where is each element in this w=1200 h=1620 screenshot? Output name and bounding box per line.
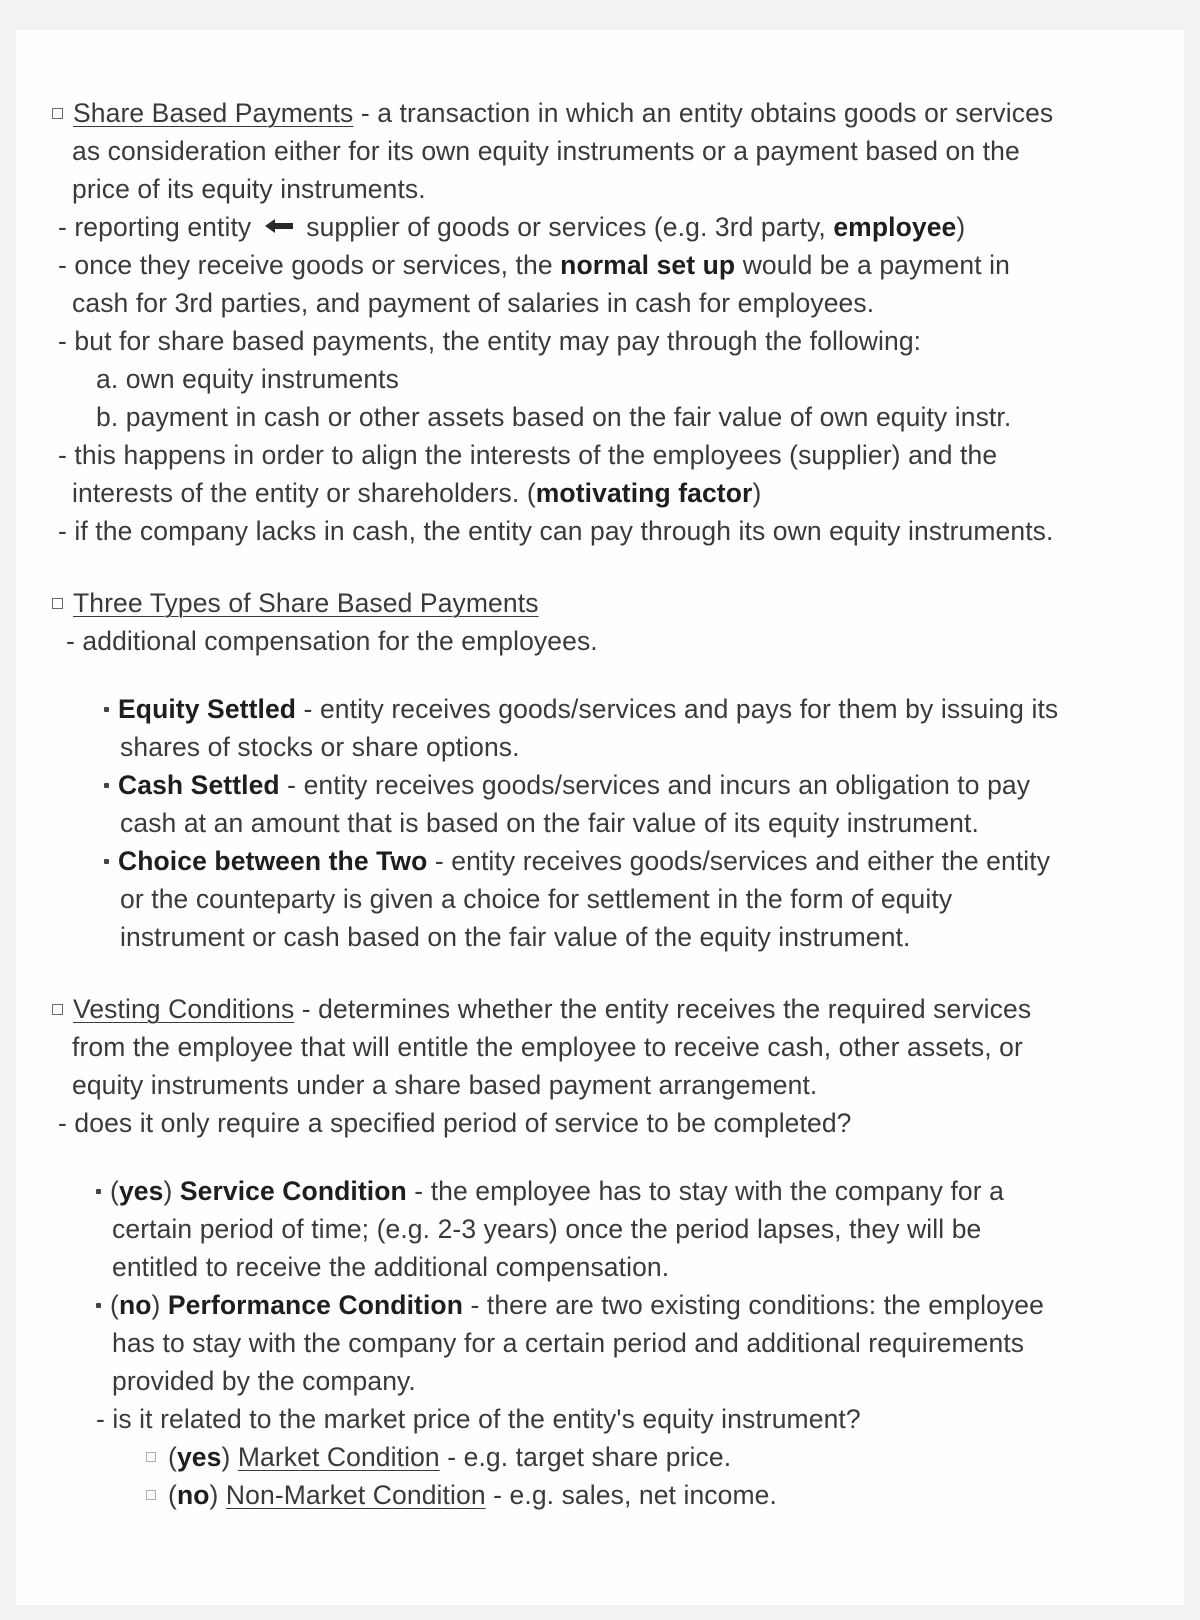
s2-item-title: Choice between the Two xyxy=(118,846,428,876)
performance-condition-text: - there are two existing conditions: the employee xyxy=(463,1290,1044,1320)
s3-def: - determines whether the entity receives the required services xyxy=(294,994,1032,1024)
spacer xyxy=(52,1142,1144,1172)
s1-this-line-2 xyxy=(52,474,1144,512)
paren: ) xyxy=(221,1442,238,1472)
s2-item-text: - entity receives goods/services and pays for them by issuing its xyxy=(296,694,1059,724)
checkbox-icon xyxy=(52,598,63,609)
s1-reporting-line xyxy=(52,208,1144,246)
s3-service-l2: certain period of time; (e.g. 2-3 years) once the period lapses, they will be xyxy=(112,1214,982,1244)
s3-performance-l2: has to stay with the company for a certain period and additional requirements xyxy=(112,1328,1025,1358)
s2-heading: Three Types of Share Based Payments xyxy=(73,588,539,618)
checkbox-icon xyxy=(52,108,63,119)
paren: ) xyxy=(163,1176,180,1206)
s2-item-text: - entity receives goods/services and either the entity xyxy=(427,846,1051,876)
s1-this-text: interests of the entity or shareholders. ( xyxy=(72,478,536,508)
s1-once-bold: normal set up xyxy=(560,250,736,280)
s3-service-condition xyxy=(52,1172,1144,1210)
checkbox-icon xyxy=(52,1004,63,1015)
bullet-icon xyxy=(96,1189,101,1194)
s1-option-b: b. payment in cash or other assets based on the fair value of own equity instr. xyxy=(96,402,1012,432)
nonmarket-condition-title: Non-Market Condition xyxy=(225,1480,486,1510)
bullet-icon xyxy=(104,707,109,712)
s3-heading: Vesting Conditions xyxy=(73,994,295,1024)
market-condition-text: - e.g. target share price. xyxy=(439,1442,732,1472)
s1-rep-text: - reporting entity xyxy=(58,212,259,242)
answer-no: no xyxy=(118,1290,152,1320)
s3-def-line-2: from the employee that will entitle the employee to receive cash, other assets, or xyxy=(72,1032,1023,1062)
s1-this-bold: motivating factor xyxy=(535,478,753,508)
checkbox-icon xyxy=(146,1490,156,1500)
s1-heading-line xyxy=(52,94,1144,132)
paren: ) xyxy=(209,1480,226,1510)
s2-item-title: Equity Settled xyxy=(118,694,297,724)
bullet-icon xyxy=(104,859,109,864)
s1-option-a: a. own equity instruments xyxy=(96,364,399,394)
bullet-icon xyxy=(104,783,109,788)
s1-def: - a transaction in which an entity obtains goods or services xyxy=(353,98,1054,128)
s1-but-line: - but for share based payments, the entity may pay through the following: xyxy=(58,326,922,356)
s2-item-choice xyxy=(52,842,1144,880)
service-condition-text: - the employee has to stay with the company for a xyxy=(406,1176,1004,1206)
s1-this-end: ) xyxy=(752,478,762,508)
checkbox-icon xyxy=(146,1452,156,1462)
notes-page xyxy=(16,30,1184,1605)
s3-question-1: - does it only require a specified period of service to be completed? xyxy=(58,1108,852,1138)
s2-item-title: Cash Settled xyxy=(118,770,280,800)
s1-if-line: - if the company lacks in cash, the entity can pay through its own equity instruments. xyxy=(58,516,1054,546)
paren: ( xyxy=(110,1290,119,1320)
s1-once-line-2: cash for 3rd parties, and payment of salaries in cash for employees. xyxy=(72,288,875,318)
arrow-left-icon xyxy=(265,219,295,233)
s2-item-cash xyxy=(52,766,1144,804)
s2-item-equity-l2: shares of stocks or share options. xyxy=(120,732,520,762)
paren: ( xyxy=(168,1442,177,1472)
s3-nonmarket-condition xyxy=(52,1476,1144,1514)
s2-item-cash-l2: cash at an amount that is based on the fair value of its equity instrument. xyxy=(120,808,979,838)
service-condition-title: Service Condition xyxy=(179,1176,407,1206)
s3-market-condition xyxy=(52,1438,1144,1476)
s1-this-line: - this happens in order to align the interests of the employees (supplier) and the xyxy=(58,440,998,470)
s1-rep-end: ) xyxy=(956,212,966,242)
spacer xyxy=(52,550,1144,584)
paren: ) xyxy=(151,1290,168,1320)
s1-rep-text-2: supplier of goods or services (e.g. 3rd party, xyxy=(298,212,834,242)
s1-rep-bold: employee xyxy=(833,212,957,242)
paren: ( xyxy=(110,1176,119,1206)
s3-service-l3: entitled to receive the additional compensation. xyxy=(112,1252,670,1282)
s3-def-line-3: equity instruments under a share based payment arrangement. xyxy=(72,1070,818,1100)
s2-item-equity xyxy=(52,690,1144,728)
s2-sub: - additional compensation for the employees. xyxy=(66,626,598,656)
answer-yes: yes xyxy=(176,1442,222,1472)
answer-no: no xyxy=(176,1480,210,1510)
s2-item-choice-l3: instrument or cash based on the fair value of the equity instrument. xyxy=(120,922,911,952)
spacer xyxy=(52,660,1144,690)
s3-heading-line xyxy=(52,990,1144,1028)
s2-item-choice-l2: or the counteparty is given a choice for settlement in the form of equity xyxy=(120,884,953,914)
s1-once-line xyxy=(52,246,1144,284)
nonmarket-condition-text: - e.g. sales, net income. xyxy=(485,1480,777,1510)
s2-heading-line xyxy=(52,584,1144,622)
paren: ( xyxy=(168,1480,177,1510)
s1-def-line-2: as consideration either for its own equity instruments or a payment based on the xyxy=(72,136,1020,166)
spacer xyxy=(52,956,1144,990)
s1-once-text-2: would be a payment in xyxy=(735,250,1010,280)
performance-condition-title: Performance Condition xyxy=(167,1290,464,1320)
s3-performance-l3: provided by the company. xyxy=(112,1366,416,1396)
s1-heading: Share Based Payments xyxy=(73,98,354,128)
s3-question-2: - is it related to the market price of the entity's equity instrument? xyxy=(96,1404,861,1434)
s2-item-text: - entity receives goods/services and incurs an obligation to pay xyxy=(279,770,1031,800)
bullet-icon xyxy=(96,1303,101,1308)
market-condition-title: Market Condition xyxy=(237,1442,440,1472)
s1-def-line-3: price of its equity instruments. xyxy=(72,174,426,204)
s3-performance-condition xyxy=(52,1286,1144,1324)
answer-yes: yes xyxy=(118,1176,164,1206)
s1-once-text: - once they receive goods or services, the xyxy=(58,250,561,280)
